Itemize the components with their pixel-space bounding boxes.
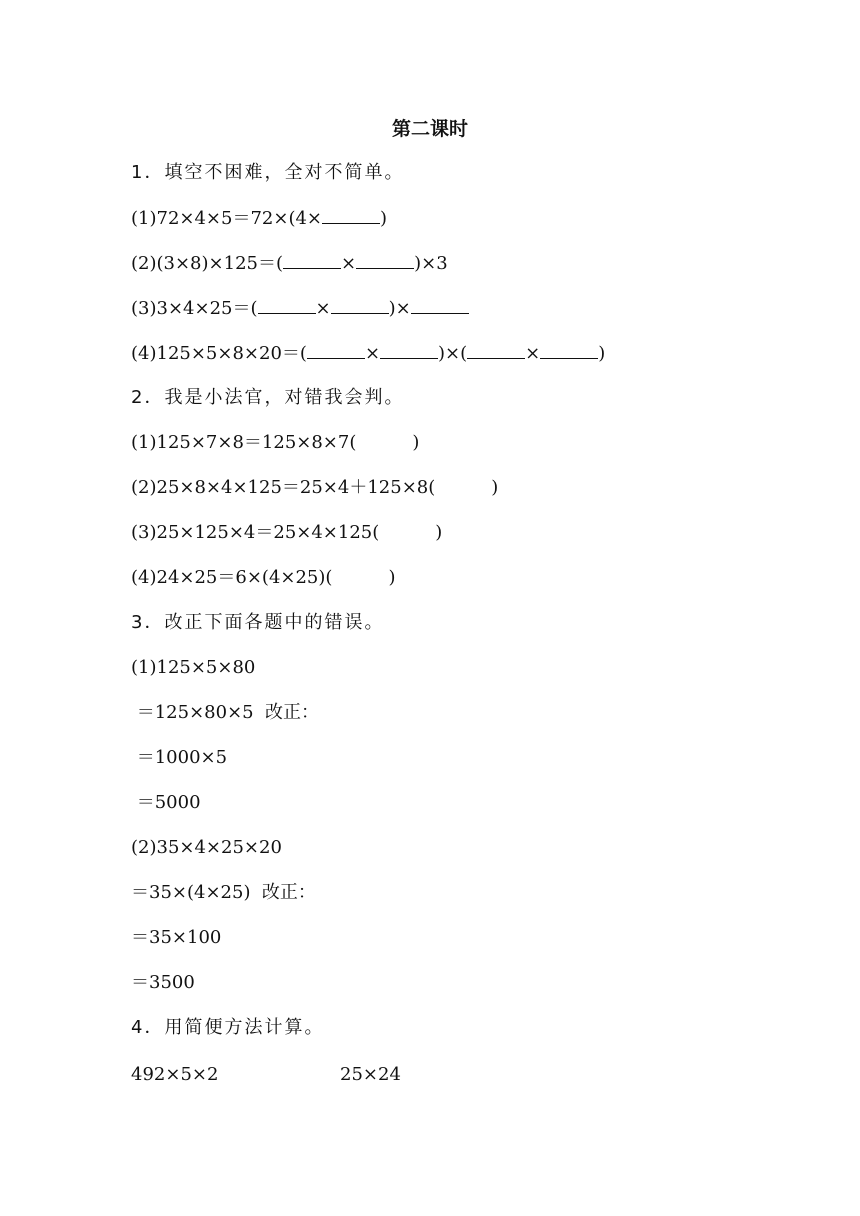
q2-item-1: (1)125×7×8＝125×8×7( )	[131, 432, 420, 453]
q2-item-2: (2)25×8×4×125＝25×4＋125×8( )	[131, 477, 499, 498]
answer-blank[interactable]	[380, 340, 438, 359]
q3-2-line-2: ＝35×(4×25) 改正：	[131, 882, 316, 903]
answer-blank[interactable]	[467, 340, 525, 359]
answer-blank[interactable]	[283, 250, 341, 269]
q2-item-4: (4)24×25＝6×(4×25)( )	[131, 567, 396, 588]
q3-heading: 3．改正下面各题中的错误。	[131, 612, 385, 633]
q1-heading: 1．填空不困难，全对不简单。	[131, 162, 405, 183]
answer-blank[interactable]	[322, 205, 380, 224]
q3-1-line-1: (1)125×5×80	[131, 657, 256, 678]
answer-blank[interactable]	[307, 340, 365, 359]
q2-item-3: (3)25×125×4＝25×4×125( )	[131, 522, 443, 543]
q4-expression-2: 25×24	[340, 1064, 401, 1085]
q3-1-line-2: ＝125×80×5 改正：	[131, 702, 320, 723]
q1-item-3: (3)3×4×25＝( × )×	[131, 295, 469, 322]
answer-blank[interactable]	[540, 340, 598, 359]
q1-item-4: (4)125×5×8×20＝( × )×( × )	[131, 340, 605, 367]
q3-2-line-4: ＝3500	[131, 972, 195, 993]
answer-blank[interactable]	[356, 250, 414, 269]
answer-blank[interactable]	[331, 295, 389, 314]
q3-2-line-1: (2)35×4×25×20	[131, 837, 282, 858]
q4-heading: 4．用简便方法计算。	[131, 1017, 325, 1038]
q3-2-line-3: ＝35×100	[131, 927, 222, 948]
page-title: 第二课时	[391, 118, 468, 140]
q3-1-line-4: ＝5000	[131, 792, 201, 813]
q4-expression-1: 492×5×2	[131, 1064, 219, 1085]
q2-heading: 2．我是小法官，对错我会判。	[131, 387, 405, 408]
q1-item-1: (1)72×4×5＝72×(4× )	[131, 205, 387, 232]
q1-item-2: (2)(3×8)×125＝( × )×3	[131, 250, 448, 277]
answer-blank[interactable]	[258, 295, 316, 314]
q3-1-line-3: ＝1000×5	[131, 747, 228, 768]
answer-blank[interactable]	[411, 295, 469, 314]
